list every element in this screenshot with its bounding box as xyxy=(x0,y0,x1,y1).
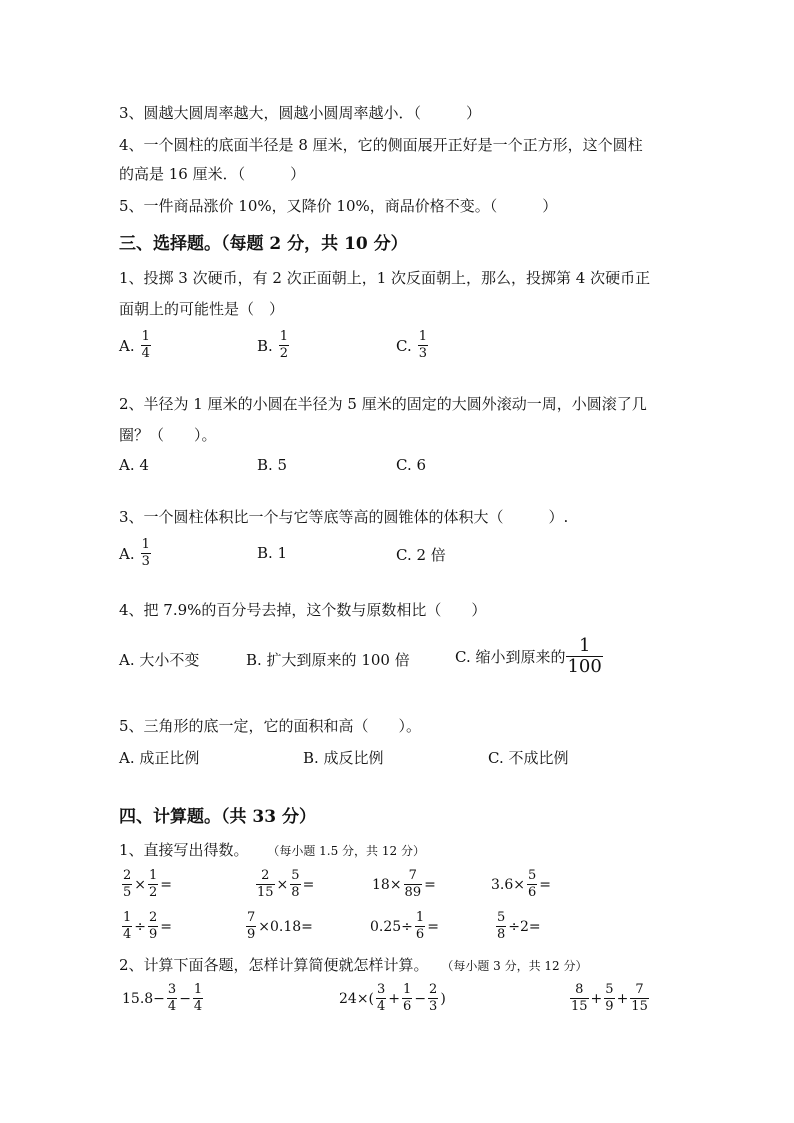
fraction-numerator: 1 xyxy=(279,329,289,344)
fraction-denominator: 4 xyxy=(193,999,203,1014)
fraction xyxy=(527,869,537,900)
fraction xyxy=(570,983,589,1014)
operator: × xyxy=(134,876,147,893)
fraction xyxy=(418,330,428,361)
fraction xyxy=(122,869,132,900)
operator: + xyxy=(616,990,629,1007)
expr-prefix: 3.6× xyxy=(491,876,525,893)
calc-expr-6 xyxy=(245,911,314,942)
calc-simplify-2 xyxy=(338,983,447,1014)
expr-prefix: 18× xyxy=(372,876,402,893)
fraction-numerator: 2 xyxy=(149,910,158,925)
fraction-denominator: 5 xyxy=(123,885,132,900)
fraction xyxy=(376,983,386,1014)
expr-suffix: ×0.18= xyxy=(258,918,313,935)
option-letter: B. xyxy=(257,336,273,355)
fraction-numerator: 1 xyxy=(149,868,158,883)
equals-sign: = xyxy=(160,918,173,935)
expr-prefix: 15.8− xyxy=(122,990,165,1007)
calc-part2-title-text: 2、计算下面各题，怎样计算简便就怎样计算。 xyxy=(119,956,429,974)
choice-q3: 3、一个圆柱体积比一个与它等底等高的圆锥体的体积大（ ）. xyxy=(119,508,569,526)
expr-suffix: ÷2= xyxy=(508,918,541,935)
fraction-numerator: 1 xyxy=(123,910,132,925)
equals-sign: = xyxy=(302,876,315,893)
choice-q1-option-b[interactable] xyxy=(257,330,290,361)
fraction xyxy=(193,983,203,1014)
fraction-denominator: 15 xyxy=(257,885,274,900)
choice-q4: 4、把 7.9%的百分号去掉，这个数与原数相比（ ） xyxy=(119,601,487,619)
calc-part1-note: （每小题 1.5 分，共 12 分） xyxy=(267,844,425,858)
judge-q5: 5、一件商品涨价 10%，又降价 10%，商品价格不变。（ ） xyxy=(119,197,558,215)
fraction-denominator: 3 xyxy=(418,346,427,361)
fraction xyxy=(428,983,438,1014)
fraction xyxy=(415,911,425,942)
operator: × xyxy=(276,876,289,893)
fraction-denominator: 6 xyxy=(415,927,425,942)
equals-sign: = xyxy=(539,876,552,893)
fraction xyxy=(496,911,506,942)
calc-expr-2 xyxy=(255,869,315,900)
fraction xyxy=(141,538,151,569)
calc-expr-5 xyxy=(121,911,173,942)
fraction-denominator: 6 xyxy=(403,999,412,1014)
fraction-numerator: 5 xyxy=(605,982,614,997)
fraction-denominator: 4 xyxy=(141,346,150,361)
fraction xyxy=(404,869,423,900)
fraction-numerator: 7 xyxy=(408,868,417,883)
calc-part2-title xyxy=(119,955,588,976)
option-letter: A. xyxy=(119,544,135,563)
fraction xyxy=(256,869,275,900)
equals-sign: = xyxy=(160,876,173,893)
fraction xyxy=(141,330,151,361)
choice-q1-line1: 1、投掷 3 次硬币，有 2 次正面朝上，1 次反面朝上，那么，投掷第 4 次硬币正 xyxy=(119,269,651,287)
operator: + xyxy=(388,990,401,1007)
fraction-numerator: 1 xyxy=(141,329,150,344)
calc-part1-title xyxy=(119,840,425,861)
choice-q4-option-c[interactable] xyxy=(455,637,604,676)
operator: − xyxy=(179,990,191,1007)
fraction xyxy=(148,911,158,942)
fraction-denominator: 3 xyxy=(141,554,150,569)
choice-q1-option-a[interactable] xyxy=(119,330,152,361)
fraction-denominator: 9 xyxy=(247,927,256,942)
choice-q3-option-a[interactable] xyxy=(119,538,152,569)
option-text: C. 缩小到原来的 xyxy=(455,648,566,666)
fraction-denominator: 15 xyxy=(631,999,648,1014)
calc-expr-1 xyxy=(121,869,173,900)
choice-q4-option-b[interactable]: B. 扩大到原来的 100 倍 xyxy=(246,651,410,669)
judge-q4-line1: 4、一个圆柱的底面半径是 8 厘米，它的侧面展开正好是一个正方形，这个圆柱 xyxy=(119,136,643,154)
choice-q2-option-c[interactable]: C. 6 xyxy=(396,456,427,474)
choice-q2-line2: 圈？（ ）。 xyxy=(119,426,217,444)
choice-q2-option-b[interactable]: B. 5 xyxy=(257,456,288,474)
choice-q2-line1: 2、半径为 1 厘米的小圆在半径为 5 厘米的固定的大圆外滚动一周，小圆滚了几 xyxy=(119,395,647,413)
fraction xyxy=(279,330,289,361)
fraction-denominator: 89 xyxy=(404,885,422,900)
operator: + xyxy=(590,990,603,1007)
fraction-numerator: 1 xyxy=(578,635,591,656)
fraction-denominator: 4 xyxy=(123,927,132,942)
fraction-numerator: 5 xyxy=(528,868,537,883)
calc-part2-note: （每小题 3 分，共 12 分） xyxy=(441,959,588,973)
fraction xyxy=(402,983,412,1014)
fraction-numerator: 2 xyxy=(429,982,438,997)
fraction-numerator: 2 xyxy=(123,868,132,883)
fraction-denominator: 4 xyxy=(167,999,177,1014)
fraction-numerator: 7 xyxy=(247,910,256,925)
expr-suffix: ) xyxy=(440,990,446,1007)
fraction-numerator: 5 xyxy=(497,910,506,925)
fraction-denominator: 2 xyxy=(279,346,289,361)
fraction-denominator: 15 xyxy=(571,999,588,1014)
fraction-numerator: 2 xyxy=(261,868,270,883)
fraction-numerator: 1 xyxy=(418,329,427,344)
choice-q1-line2: 面朝上的可能性是（ ） xyxy=(119,300,285,318)
calc-expr-3 xyxy=(371,869,437,900)
fraction-denominator: 100 xyxy=(567,656,602,677)
equals-sign: = xyxy=(424,876,436,893)
fraction-denominator: 3 xyxy=(429,999,438,1014)
fraction-denominator: 9 xyxy=(605,999,614,1014)
fraction-denominator: 6 xyxy=(528,885,537,900)
fraction-numerator: 1 xyxy=(141,537,150,552)
fraction-numerator: 3 xyxy=(167,982,177,997)
fraction-denominator: 9 xyxy=(149,927,158,942)
fraction xyxy=(246,911,256,942)
fraction xyxy=(122,911,132,942)
fraction-numerator: 3 xyxy=(377,982,386,997)
operator: ÷ xyxy=(134,918,147,935)
fraction-numerator: 1 xyxy=(193,982,203,997)
fraction xyxy=(148,869,158,900)
expr-prefix: 24×( xyxy=(339,990,375,1007)
choice-q3-option-b[interactable]: B. 1 xyxy=(257,544,288,562)
fraction xyxy=(604,983,614,1014)
expr-prefix: 0.25÷ xyxy=(370,918,413,935)
fraction-denominator: 8 xyxy=(291,885,300,900)
calc-expr-7 xyxy=(369,911,440,942)
fraction-numerator: 7 xyxy=(635,982,644,997)
fraction-denominator: 4 xyxy=(377,999,386,1014)
fraction xyxy=(290,869,300,900)
option-letter: A. xyxy=(119,336,135,355)
section-heading-choice: 三、选择题。（每题 2 分，共 10 分） xyxy=(119,234,408,254)
operator: − xyxy=(414,990,427,1007)
fraction xyxy=(167,983,177,1014)
calc-part1-title-text: 1、直接写出得数。 xyxy=(119,841,249,859)
equals-sign: = xyxy=(427,918,439,935)
choice-q4-option-a[interactable]: A. 大小不变 xyxy=(119,651,200,669)
calc-simplify-3 xyxy=(569,983,650,1014)
fraction-denominator: 2 xyxy=(149,885,158,900)
calc-expr-4 xyxy=(490,869,552,900)
fraction xyxy=(630,983,649,1014)
fraction-numerator: 5 xyxy=(291,868,300,883)
section-heading-calc: 四、计算题。（共 33 分） xyxy=(119,807,316,827)
option-letter: C. xyxy=(396,336,412,355)
fraction-numerator: 1 xyxy=(415,910,425,925)
choice-q2-option-a[interactable]: A. 4 xyxy=(119,456,149,474)
fraction-denominator: 8 xyxy=(497,927,506,942)
choice-q5-option-a[interactable]: A. 成正比例 xyxy=(119,749,200,767)
judge-q3: 3、圆越大圆周率越大，圆越小圆周率越小．（ ） xyxy=(119,104,482,122)
choice-q1-option-c[interactable] xyxy=(396,330,429,361)
choice-q5-option-c[interactable]: C. 不成比例 xyxy=(488,749,569,767)
choice-q5-option-b[interactable]: B. 成反比例 xyxy=(303,749,384,767)
choice-q5: 5、三角形的底一定，它的面积和高（ ）。 xyxy=(119,717,422,735)
calc-simplify-1 xyxy=(121,983,204,1014)
fraction-numerator: 1 xyxy=(403,982,412,997)
fraction-numerator: 8 xyxy=(575,982,584,997)
judge-q4-line2: 的高是 16 厘米．（ ） xyxy=(119,165,306,183)
fraction xyxy=(566,637,602,676)
choice-q3-option-c[interactable]: C. 2 倍 xyxy=(396,546,446,564)
calc-expr-8 xyxy=(495,911,542,942)
